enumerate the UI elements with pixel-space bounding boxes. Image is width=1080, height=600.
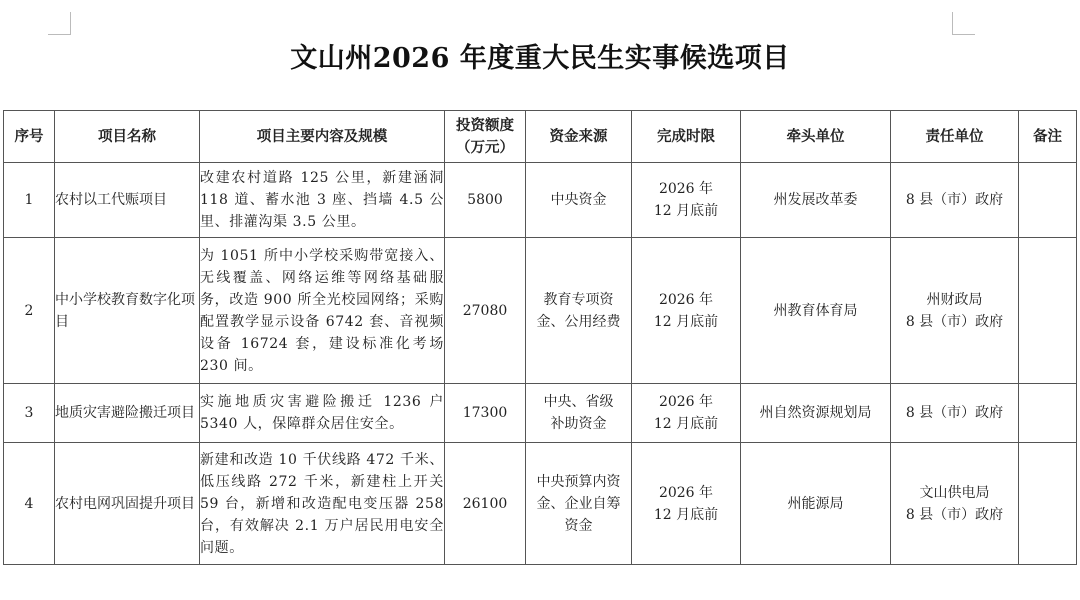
header-investment-line2: （万元） xyxy=(456,139,514,156)
cell-deadline xyxy=(632,238,741,384)
funding-line: 金、企业自筹 xyxy=(536,495,621,512)
cell-name: 农村以工代赈项目 xyxy=(55,163,200,238)
header-content: 项目主要内容及规模 xyxy=(200,111,445,163)
deadline-line: 12 月底前 xyxy=(653,416,719,432)
cell-index: 3 xyxy=(4,384,55,443)
cell-responsible xyxy=(891,163,1019,238)
cell-funding xyxy=(526,384,632,443)
responsible-line: 文山供电局 xyxy=(919,484,990,501)
table-row xyxy=(4,443,1077,565)
cell-investment: 17300 xyxy=(445,384,526,443)
cell-responsible xyxy=(891,238,1019,384)
cell-notes xyxy=(1019,163,1077,238)
cell-deadline xyxy=(632,443,741,565)
header-responsible: 责任单位 xyxy=(891,111,1019,163)
crop-mark-top-right xyxy=(952,12,975,35)
header-investment xyxy=(445,111,526,163)
funding-line: 金、公用经费 xyxy=(536,313,621,330)
cell-index: 1 xyxy=(4,163,55,238)
cell-content: 实施地质灾害避险搬迁 1236 户 5340 人，保障群众居住安全。 xyxy=(200,384,445,443)
deadline-line: 2026 年 xyxy=(658,181,714,197)
cell-lead: 州发展改革委 xyxy=(741,163,891,238)
cell-funding xyxy=(526,238,632,384)
cell-notes xyxy=(1019,384,1077,443)
cell-lead: 州教育体育局 xyxy=(741,238,891,384)
cell-name: 地质灾害避险搬迁项目 xyxy=(55,384,200,443)
funding-line: 中央资金 xyxy=(550,192,607,208)
responsible-line: 8 县（市）政府 xyxy=(905,313,1004,330)
cell-responsible xyxy=(891,384,1019,443)
responsible-line: 8 县（市）政府 xyxy=(905,192,1004,208)
table-row xyxy=(4,163,1077,238)
funding-line: 资金 xyxy=(564,517,593,534)
cell-content: 为 1051 所中小学校采购带宽接入、无线覆盖、网络运维等网络基础服务，改造 900 所全光校园网络；采购配置教学显示设备 6742 套、音视频设备 16724 套，建设标准化考场 230 间。 xyxy=(200,238,445,384)
cell-lead: 州能源局 xyxy=(741,443,891,565)
deadline-line: 12 月底前 xyxy=(653,313,719,330)
deadline-line: 2026 年 xyxy=(658,484,714,501)
cell-notes xyxy=(1019,443,1077,565)
header-index: 序号 xyxy=(4,111,55,163)
deadline-line: 2026 年 xyxy=(658,394,714,410)
header-notes: 备注 xyxy=(1019,111,1077,163)
crop-mark-top-left xyxy=(48,12,71,35)
cell-lead: 州自然资源规划局 xyxy=(741,384,891,443)
cell-content: 新建和改造 10 千伏线路 472 千米、低压线路 272 千米，新建柱上开关 59 台，新增和改造配电变压器 258 台，有效解决 2.1 万户居民用电安全问题。 xyxy=(200,443,445,565)
funding-line: 补助资金 xyxy=(550,416,607,432)
table-row xyxy=(4,384,1077,443)
funding-line: 教育专项资 xyxy=(543,291,614,308)
cell-name: 中小学校教育数字化项目 xyxy=(55,238,200,384)
cell-content: 改建农村道路 125 公里，新建涵洞 118 道、蓄水池 3 座、挡墙 4.5 公里、排灌沟渠 3.5 公里。 xyxy=(200,163,445,238)
responsible-line: 8 县（市）政府 xyxy=(905,405,1004,421)
cell-investment: 26100 xyxy=(445,443,526,565)
cell-funding xyxy=(526,163,632,238)
header-investment-line1: 投资额度 xyxy=(456,117,514,134)
responsible-line: 8 县（市）政府 xyxy=(905,506,1004,523)
cell-index: 2 xyxy=(4,238,55,384)
cell-notes xyxy=(1019,238,1077,384)
projects-table xyxy=(3,110,1077,565)
table-header-row xyxy=(4,111,1077,163)
cell-name: 农村电网巩固提升项目 xyxy=(55,443,200,565)
cell-funding xyxy=(526,443,632,565)
deadline-line: 12 月底前 xyxy=(653,506,719,523)
header-deadline: 完成时限 xyxy=(632,111,741,163)
cell-investment: 27080 xyxy=(445,238,526,384)
deadline-line: 12 月底前 xyxy=(653,203,719,219)
header-name: 项目名称 xyxy=(55,111,200,163)
header-lead: 牵头单位 xyxy=(741,111,891,163)
cell-deadline xyxy=(632,384,741,443)
funding-line: 中央预算内资 xyxy=(536,473,621,490)
funding-line: 中央、省级 xyxy=(543,394,614,410)
header-funding: 资金来源 xyxy=(526,111,632,163)
deadline-line: 2026 年 xyxy=(658,291,714,308)
cell-deadline xyxy=(632,163,741,238)
responsible-line: 州财政局 xyxy=(926,291,983,308)
cell-investment: 5800 xyxy=(445,163,526,238)
cell-index: 4 xyxy=(4,443,55,565)
table-row xyxy=(4,238,1077,384)
cell-responsible xyxy=(891,443,1019,565)
document-title: 文山州2026 年度重大民生实事候选项目 xyxy=(290,43,790,74)
